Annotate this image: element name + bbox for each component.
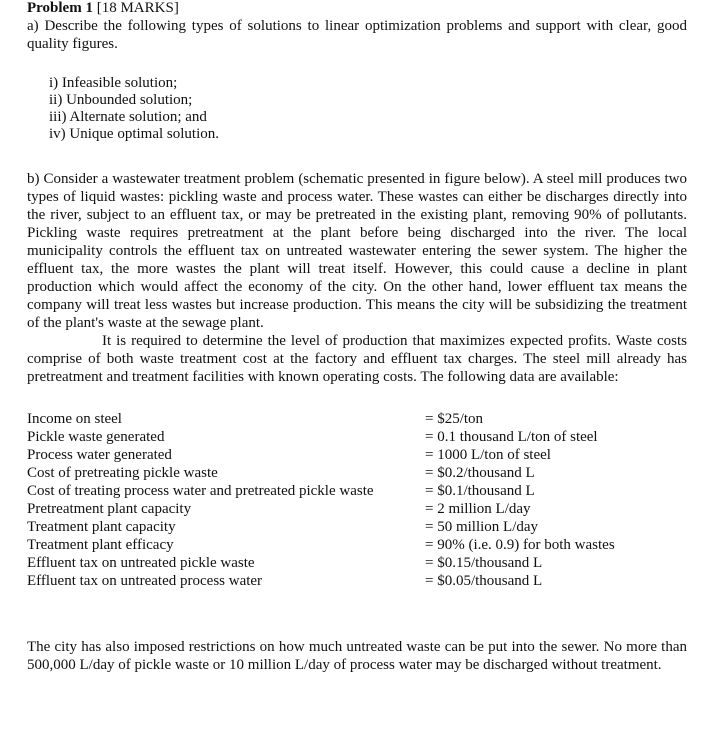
data-label: Cost of treating process water and pretreated pickle waste xyxy=(27,483,374,499)
document-page xyxy=(27,0,687,674)
list-item: ii) Unbounded solution; xyxy=(49,92,193,108)
solution-types-list xyxy=(49,75,687,143)
list-item: i) Infeasible solution; xyxy=(49,75,178,91)
data-label: Cost of pretreating pickle waste xyxy=(27,465,218,481)
part-b xyxy=(27,170,687,386)
data-value: = $0.15/thousand L xyxy=(425,555,543,571)
table-row xyxy=(27,536,615,554)
problem-title xyxy=(27,0,687,17)
part-a-intro: a) Describe the following types of solutions to linear optimization problems and support with clear, good quality figures. xyxy=(27,18,687,52)
list-item: iv) Unique optimal solution. xyxy=(49,126,219,142)
table-row xyxy=(27,446,615,464)
data-label: Pretreatment plant capacity xyxy=(27,501,192,517)
part-b-paragraph-1: b) Consider a wastewater treatment problem (schematic presented in figure below). A steel mill produces two types of liquid wastes: pickling waste and process water. These wastes can either be discharges directly into the river, subject to an effluent tax, or may be pretreated in the existing plant, removing 90% of pollutants. Pickling waste requires pretreatment at the plant before being discharged into the river. The local municipality controls the effluent tax on untreated wastewater entering the sewer system. The higher the effluent tax, the more wastes the plant will treat itself. However, this could cause a decline in plant production which would affect the economy of the city. On the other hand, lower effluent tax means the company will treat less wastes but increase production. This means the city will be subsidizing the treatment of the plant's waste at the sewage plant. xyxy=(27,171,687,331)
data-label: Effluent tax on untreated process water xyxy=(27,573,263,589)
data-value: = 1000 L/ton of steel xyxy=(425,447,551,463)
data-value: = $0.2/thousand L xyxy=(425,465,535,481)
data-value: = 90% (i.e. 0.9) for both wastes xyxy=(425,537,615,553)
closing-paragraph: The city has also imposed restrictions on how much untreated waste can be put into the sewer. No more than 500,000 L/day of pickle waste or 10 million L/day of process water may be discharged without treatment. xyxy=(27,639,687,673)
data-value: = 2 million L/day xyxy=(425,501,531,517)
data-value: = $25/ton xyxy=(425,411,484,427)
table-row xyxy=(27,518,615,536)
data-value: = 50 million L/day xyxy=(425,519,539,535)
data-label: Income on steel xyxy=(27,411,122,427)
table-row xyxy=(27,554,615,572)
data-label: Pickle waste generated xyxy=(27,429,165,445)
problem-marks: [18 MARKS] xyxy=(96,0,179,16)
data-value: = 0.1 thousand L/ton of steel xyxy=(425,429,598,445)
data-value: = $0.05/thousand L xyxy=(425,573,543,589)
list-item: iii) Alternate solution; and xyxy=(49,109,207,125)
table-row xyxy=(27,572,615,590)
data-label: Process water generated xyxy=(27,447,172,463)
data-table xyxy=(27,410,615,590)
table-row xyxy=(27,500,615,518)
problem-number: Problem 1 xyxy=(27,0,93,16)
table-row xyxy=(27,428,615,446)
table-row xyxy=(27,464,615,482)
data-label: Treatment plant efficacy xyxy=(27,537,174,553)
table-row xyxy=(27,482,615,500)
table-row xyxy=(27,410,615,428)
data-value: = $0.1/thousand L xyxy=(425,483,535,499)
data-label: Effluent tax on untreated pickle waste xyxy=(27,555,255,571)
part-b-paragraph-2: It is required to determine the level of production that maximizes expected profits. Waste costs comprise of both waste treatment cost at the factory and effluent tax charges. The steel mill already has pretreatment and treatment facilities with known operating costs. The following data are available: xyxy=(27,333,687,385)
data-label: Treatment plant capacity xyxy=(27,519,176,535)
